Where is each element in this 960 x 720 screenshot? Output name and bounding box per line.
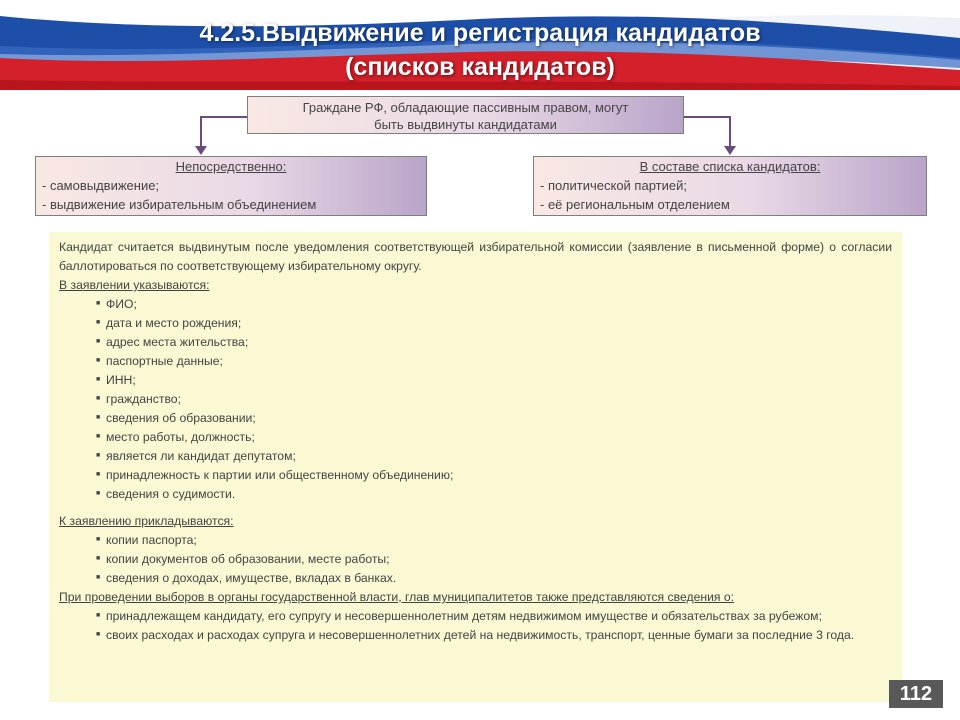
list-item: - политической партией;	[540, 178, 687, 193]
list-item: ■ копии паспорта;	[96, 531, 892, 550]
direct-item: - выдвижение избирательным объединением	[42, 197, 317, 212]
direct-item: - самовыдвижение;	[42, 178, 160, 193]
list-item: ■ адрес места жительства;	[96, 333, 892, 352]
list-item: ■ сведения о доходах, имуществе, вкладах в банках.	[96, 569, 892, 588]
attached-list	[59, 531, 892, 588]
list-item: ■ ФИО;	[96, 295, 892, 314]
list-item: ■ принадлежащем кандидату, его супругу и несовершеннолетним детям недвижимом имуществе и обязательствах за рубежом;	[96, 607, 892, 626]
list-item: - её региональным отделением	[540, 197, 730, 212]
citizens-box	[247, 96, 684, 134]
list-nomination-box	[533, 156, 927, 216]
list-heading: В составе списка кандидатов:	[639, 159, 821, 174]
citizens-line-1: Граждане РФ, обладающие пассивным правом, могут	[302, 100, 629, 115]
list-item: ■ принадлежность к партии или общественному объединению;	[96, 466, 892, 485]
list-item: ■ сведения об образовании;	[96, 409, 892, 428]
direct-nomination-box	[35, 156, 427, 216]
list-item: ■ гражданство;	[96, 390, 892, 409]
list-item: ■ копии документов об образовании, месте работы;	[96, 550, 892, 569]
intro-text: Кандидат считается выдвинутым после уведомления соответствующей избирательной комиссии (заявление в письменной форме) о согласии баллотироваться по соответствующему избирательному округу.	[59, 240, 892, 273]
extra-title: При проведении выборов в органы государственной власти, глав муниципалитетов также представляются сведения о:	[59, 590, 735, 604]
attached-title: К заявлению прикладываются:	[59, 514, 234, 528]
title-line-2: (списков кандидатов)	[345, 53, 615, 81]
page-number-badge: 112	[889, 680, 943, 708]
requirements-panel	[49, 232, 902, 702]
application-list	[59, 295, 892, 504]
extra-list	[59, 607, 892, 645]
list-item: ■ является ли кандидат депутатом;	[96, 447, 892, 466]
list-item: ■ своих расходах и расходах супруга и несовершеннолетних детей на недвижимость, транспорт, ценные бумаги за последние 3 года.	[96, 626, 892, 645]
list-item: ■ сведения о судимости.	[96, 485, 892, 504]
list-item: ■ паспортные данные;	[96, 352, 892, 371]
list-item: ■ ИНН;	[96, 371, 892, 390]
title-line-1: 4.2.5.Выдвижение и регистрация кандидатов	[199, 19, 761, 47]
direct-heading: Непосредственно:	[175, 159, 287, 174]
application-title: В заявлении указываются:	[59, 278, 210, 292]
list-item: ■ место работы, должность;	[96, 428, 892, 447]
citizens-line-2: быть выдвинуты кандидатами	[374, 117, 557, 132]
list-item: ■ дата и место рождения;	[96, 314, 892, 333]
